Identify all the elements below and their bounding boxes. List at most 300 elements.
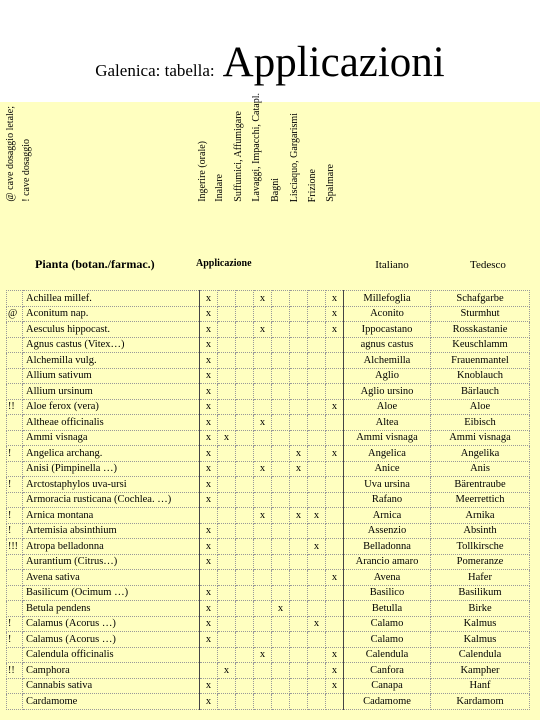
application-mark-cell [308, 694, 326, 710]
application-mark-cell [272, 539, 290, 555]
application-mark-cell [254, 694, 272, 710]
table-row [7, 291, 530, 307]
warning-cell [7, 353, 23, 369]
table-row [7, 678, 530, 694]
application-mark-cell [272, 306, 290, 322]
table-row [7, 694, 530, 710]
application-mark-cell [254, 554, 272, 570]
german-name-cell: Rosskastanie [431, 322, 530, 338]
application-mark-cell [290, 415, 308, 431]
german-name-cell: Arnika [431, 508, 530, 524]
application-mark-cell [272, 291, 290, 307]
italian-name-cell: Canfora [344, 663, 431, 679]
application-mark-cell [218, 415, 236, 431]
warning-cell: !! [7, 399, 23, 415]
application-mark-cell [326, 337, 344, 353]
title-prefix: Galenica: tabella: [95, 61, 215, 80]
application-column-header: Ingerire (orale) [197, 141, 208, 202]
italian-name-cell: Calamo [344, 632, 431, 648]
plant-cell: Armoracia rusticana (Cochlea. …) [23, 492, 200, 508]
italian-name-cell: Angelica [344, 446, 431, 462]
application-mark-cell [218, 353, 236, 369]
column-header-tedesco: Tedesco [470, 259, 506, 271]
application-mark-cell [236, 461, 254, 477]
application-mark-cell [308, 291, 326, 307]
application-mark-cell: x [308, 616, 326, 632]
application-mark-cell [326, 554, 344, 570]
application-mark-cell [254, 399, 272, 415]
german-name-cell: Basilikum [431, 585, 530, 601]
application-mark-cell [290, 291, 308, 307]
column-header-applicazione: Applicazione [196, 258, 252, 269]
table-row [7, 384, 530, 400]
application-mark-cell: x [200, 694, 218, 710]
application-mark-cell [290, 353, 308, 369]
application-mark-cell [254, 477, 272, 493]
application-mark-cell [254, 337, 272, 353]
german-name-cell: Angelika [431, 446, 530, 462]
italian-name-cell: Aconito [344, 306, 431, 322]
warning-cell [7, 322, 23, 338]
application-mark-cell [236, 322, 254, 338]
warning-cell [7, 492, 23, 508]
plant-cell: Cardamome [23, 694, 200, 710]
plant-cell: Avena sativa [23, 570, 200, 586]
italian-name-cell: Belladonna [344, 539, 431, 555]
application-mark-cell: x [254, 415, 272, 431]
warning-cell [7, 694, 23, 710]
warning-cell [7, 554, 23, 570]
application-mark-cell: x [200, 353, 218, 369]
table-row [7, 601, 530, 617]
table-row [7, 415, 530, 431]
warning-cell [7, 678, 23, 694]
german-name-cell: Kalmus [431, 616, 530, 632]
application-mark-cell [272, 492, 290, 508]
application-mark-cell: x [200, 461, 218, 477]
application-mark-cell [236, 430, 254, 446]
application-mark-cell: x [290, 508, 308, 524]
application-mark-cell [290, 663, 308, 679]
warning-cell: @ [7, 306, 23, 322]
application-mark-cell [326, 492, 344, 508]
application-mark-cell: x [308, 539, 326, 555]
application-mark-cell [218, 523, 236, 539]
table-row [7, 492, 530, 508]
application-mark-cell [326, 384, 344, 400]
application-mark-cell [236, 368, 254, 384]
table-row [7, 523, 530, 539]
italian-name-cell: Anice [344, 461, 431, 477]
table-row [7, 647, 530, 663]
application-mark-cell [290, 616, 308, 632]
application-mark-cell [218, 322, 236, 338]
application-mark-cell [236, 663, 254, 679]
application-mark-cell: x [272, 601, 290, 617]
german-name-cell: Aloe [431, 399, 530, 415]
table-row [7, 461, 530, 477]
application-mark-cell [272, 430, 290, 446]
italian-name-cell: Aglio [344, 368, 431, 384]
application-mark-cell [218, 461, 236, 477]
table-row [7, 632, 530, 648]
application-column-header: Suffumici, Affumigare [233, 111, 244, 202]
application-mark-cell [272, 446, 290, 462]
italian-name-cell: Millefoglia [344, 291, 431, 307]
plant-cell: Achillea millef. [23, 291, 200, 307]
application-mark-cell [326, 368, 344, 384]
application-mark-cell [236, 694, 254, 710]
italian-name-cell: Betulla [344, 601, 431, 617]
application-mark-cell [272, 694, 290, 710]
application-mark-cell [308, 461, 326, 477]
application-mark-cell [290, 492, 308, 508]
italian-name-cell: Canapa [344, 678, 431, 694]
application-mark-cell [272, 508, 290, 524]
german-name-cell: Birke [431, 601, 530, 617]
application-mark-cell [200, 663, 218, 679]
application-mark-cell [218, 585, 236, 601]
warning-cell [7, 430, 23, 446]
application-mark-cell [308, 663, 326, 679]
german-name-cell: Keuschlamm [431, 337, 530, 353]
warning-cell: ! [7, 523, 23, 539]
application-mark-cell [236, 291, 254, 307]
application-mark-cell [236, 523, 254, 539]
application-mark-cell [254, 430, 272, 446]
application-mark-cell [272, 632, 290, 648]
italian-name-cell: Rafano [344, 492, 431, 508]
application-mark-cell: x [200, 384, 218, 400]
application-mark-cell [236, 570, 254, 586]
application-mark-cell [218, 632, 236, 648]
german-name-cell: Pomeranze [431, 554, 530, 570]
german-name-cell: Frauenmantel [431, 353, 530, 369]
application-mark-cell [254, 616, 272, 632]
german-name-cell: Meerrettich [431, 492, 530, 508]
application-mark-cell [236, 306, 254, 322]
plant-cell: Atropa belladonna [23, 539, 200, 555]
application-mark-cell [308, 399, 326, 415]
warning-cell [7, 570, 23, 586]
table-row [7, 477, 530, 493]
application-mark-cell [236, 492, 254, 508]
application-mark-cell [290, 554, 308, 570]
german-name-cell: Kalmus [431, 632, 530, 648]
plant-cell: Ammi visnaga [23, 430, 200, 446]
application-mark-cell [308, 523, 326, 539]
plant-cell: Betula pendens [23, 601, 200, 617]
warning-cell [7, 384, 23, 400]
german-name-cell: Bärentraube [431, 477, 530, 493]
application-mark-cell [218, 678, 236, 694]
plant-cell: Arctostaphylos uva-ursi [23, 477, 200, 493]
application-mark-cell [326, 415, 344, 431]
application-mark-cell: x [254, 322, 272, 338]
application-mark-cell [236, 601, 254, 617]
application-mark-cell [272, 477, 290, 493]
application-mark-cell: x [326, 322, 344, 338]
application-mark-cell [236, 337, 254, 353]
application-mark-cell [200, 508, 218, 524]
italian-name-cell: Arancio amaro [344, 554, 431, 570]
application-mark-cell [326, 601, 344, 617]
warning-dose-label: ! cave dosaggio [21, 139, 32, 202]
application-mark-cell [236, 446, 254, 462]
application-mark-cell [272, 585, 290, 601]
application-mark-cell: x [254, 647, 272, 663]
application-mark-cell [308, 368, 326, 384]
application-mark-cell [308, 492, 326, 508]
italian-name-cell: Calendula [344, 647, 431, 663]
table-row [7, 663, 530, 679]
application-mark-cell [236, 353, 254, 369]
application-mark-cell: x [326, 446, 344, 462]
application-mark-cell [272, 461, 290, 477]
application-mark-cell: x [200, 539, 218, 555]
warning-cell [7, 647, 23, 663]
table-panel [0, 93, 540, 720]
application-mark-cell [272, 322, 290, 338]
application-mark-cell: x [326, 663, 344, 679]
application-mark-cell [308, 632, 326, 648]
application-mark-cell [272, 663, 290, 679]
plant-cell: Aconitum nap. [23, 306, 200, 322]
application-mark-cell [272, 384, 290, 400]
application-mark-cell [218, 399, 236, 415]
application-mark-cell [290, 570, 308, 586]
application-mark-cell [254, 353, 272, 369]
column-header-pianta: Pianta (botan./farmac.) [35, 257, 155, 271]
application-mark-cell [308, 477, 326, 493]
application-mark-cell: x [200, 306, 218, 322]
plant-cell: Altheae officinalis [23, 415, 200, 431]
applications-table [6, 290, 530, 710]
application-mark-cell [218, 337, 236, 353]
german-name-cell: Tollkirsche [431, 539, 530, 555]
application-mark-cell: x [200, 585, 218, 601]
warning-lethal-label: @ cave dosaggio letale; [5, 106, 16, 202]
application-mark-cell: x [200, 337, 218, 353]
warning-cell: ! [7, 446, 23, 462]
plant-cell: Calamus (Acorus …) [23, 632, 200, 648]
italian-name-cell: Altea [344, 415, 431, 431]
application-mark-cell: x [290, 461, 308, 477]
application-mark-cell [236, 616, 254, 632]
application-mark-cell [308, 384, 326, 400]
application-mark-cell [254, 368, 272, 384]
application-mark-cell [272, 647, 290, 663]
application-mark-cell [218, 446, 236, 462]
german-name-cell: Hanf [431, 678, 530, 694]
application-mark-cell [254, 678, 272, 694]
application-mark-cell: x [200, 368, 218, 384]
application-mark-cell [290, 694, 308, 710]
application-mark-cell: x [200, 322, 218, 338]
application-mark-cell: x [200, 523, 218, 539]
application-mark-cell [236, 477, 254, 493]
german-name-cell: Ammi visnaga [431, 430, 530, 446]
application-mark-cell [272, 353, 290, 369]
italian-name-cell: Assenzio [344, 523, 431, 539]
plant-cell: Arnica montana [23, 508, 200, 524]
application-mark-cell [254, 384, 272, 400]
plant-cell: Alchemilla vulg. [23, 353, 200, 369]
application-mark-cell [308, 446, 326, 462]
application-mark-cell [236, 554, 254, 570]
italian-name-cell: Ippocastano [344, 322, 431, 338]
application-mark-cell [290, 523, 308, 539]
plant-cell: Allium ursinum [23, 384, 200, 400]
table-row [7, 616, 530, 632]
application-mark-cell [236, 632, 254, 648]
plant-cell: Cannabis sativa [23, 678, 200, 694]
application-mark-cell: x [290, 446, 308, 462]
application-mark-cell: x [200, 616, 218, 632]
table-row [7, 306, 530, 322]
application-mark-cell [290, 477, 308, 493]
application-mark-cell [236, 647, 254, 663]
plant-cell: Basilicum (Ocimum …) [23, 585, 200, 601]
warning-cell [7, 291, 23, 307]
table-row [7, 446, 530, 462]
application-mark-cell: x [200, 601, 218, 617]
warning-cell: ! [7, 508, 23, 524]
application-mark-cell [308, 337, 326, 353]
application-mark-cell [236, 508, 254, 524]
application-mark-cell [218, 384, 236, 400]
application-mark-cell [326, 616, 344, 632]
application-mark-cell [326, 353, 344, 369]
title-main: Applicazioni [222, 39, 445, 86]
plant-cell: Agnus castus (Vitex…) [23, 337, 200, 353]
application-mark-cell [254, 446, 272, 462]
warning-cell: ! [7, 632, 23, 648]
application-mark-cell [290, 384, 308, 400]
application-mark-cell [290, 647, 308, 663]
page-title [0, 38, 540, 87]
application-mark-cell [290, 678, 308, 694]
german-name-cell: Sturmhut [431, 306, 530, 322]
column-header-italiano: Italiano [375, 259, 409, 271]
plant-cell: Allium sativum [23, 368, 200, 384]
italian-name-cell: Arnica [344, 508, 431, 524]
plant-cell: Calamus (Acorus …) [23, 616, 200, 632]
application-mark-cell [200, 647, 218, 663]
application-mark-cell [272, 523, 290, 539]
application-mark-cell [326, 461, 344, 477]
application-mark-cell [290, 539, 308, 555]
table-row [7, 353, 530, 369]
application-mark-cell [326, 523, 344, 539]
application-mark-cell: x [200, 430, 218, 446]
application-mark-cell [272, 399, 290, 415]
application-mark-cell [254, 492, 272, 508]
german-name-cell: Bärlauch [431, 384, 530, 400]
application-mark-cell: x [218, 663, 236, 679]
application-mark-cell [236, 539, 254, 555]
table-row [7, 539, 530, 555]
italian-name-cell: Aloe [344, 399, 431, 415]
italian-name-cell: Calamo [344, 616, 431, 632]
warning-cell: !! [7, 663, 23, 679]
table-row [7, 508, 530, 524]
application-mark-cell [236, 384, 254, 400]
application-mark-cell: x [326, 399, 344, 415]
warning-cell [7, 415, 23, 431]
plant-cell: Aesculus hippocast. [23, 322, 200, 338]
application-column-header: Inalare [214, 174, 225, 202]
german-name-cell: Kampher [431, 663, 530, 679]
application-mark-cell [218, 616, 236, 632]
application-mark-cell [308, 353, 326, 369]
application-mark-cell [218, 554, 236, 570]
application-mark-cell: x [254, 461, 272, 477]
application-mark-cell [290, 368, 308, 384]
table-row [7, 570, 530, 586]
application-mark-cell [290, 337, 308, 353]
application-mark-cell: x [326, 647, 344, 663]
italian-name-cell: Aglio ursino [344, 384, 431, 400]
application-column-header: Lisciaquo, Gargarismi [289, 112, 300, 202]
german-name-cell: Calendula [431, 647, 530, 663]
application-mark-cell [308, 430, 326, 446]
application-mark-cell: x [200, 632, 218, 648]
italian-name-cell: Avena [344, 570, 431, 586]
application-mark-cell [200, 570, 218, 586]
table-row [7, 337, 530, 353]
application-mark-cell [272, 415, 290, 431]
application-mark-cell [254, 570, 272, 586]
warning-cell: !!! [7, 539, 23, 555]
application-mark-cell [218, 291, 236, 307]
application-mark-cell [218, 306, 236, 322]
application-mark-cell [308, 570, 326, 586]
warning-cell [7, 337, 23, 353]
application-mark-cell [218, 368, 236, 384]
plant-cell: Camphora [23, 663, 200, 679]
application-mark-cell [254, 632, 272, 648]
application-mark-cell [290, 430, 308, 446]
application-mark-cell [272, 554, 290, 570]
application-mark-cell [272, 678, 290, 694]
application-mark-cell: x [254, 291, 272, 307]
german-name-cell: Hafer [431, 570, 530, 586]
application-mark-cell: x [200, 415, 218, 431]
application-mark-cell: x [200, 678, 218, 694]
plant-cell: Aloe ferox (vera) [23, 399, 200, 415]
application-mark-cell [308, 306, 326, 322]
table-row [7, 430, 530, 446]
application-mark-cell: x [200, 477, 218, 493]
application-mark-cell [326, 508, 344, 524]
application-mark-cell: x [200, 492, 218, 508]
application-mark-cell [254, 523, 272, 539]
application-mark-cell [254, 663, 272, 679]
plant-cell: Calendula officinalis [23, 647, 200, 663]
italian-name-cell: Cadamome [344, 694, 431, 710]
application-mark-cell [218, 601, 236, 617]
table-row [7, 322, 530, 338]
application-mark-cell [218, 508, 236, 524]
application-mark-cell [326, 632, 344, 648]
application-mark-cell: x [218, 430, 236, 446]
warning-cell: ! [7, 477, 23, 493]
application-mark-cell [308, 415, 326, 431]
table-row [7, 585, 530, 601]
application-mark-cell [254, 601, 272, 617]
application-mark-cell [290, 322, 308, 338]
